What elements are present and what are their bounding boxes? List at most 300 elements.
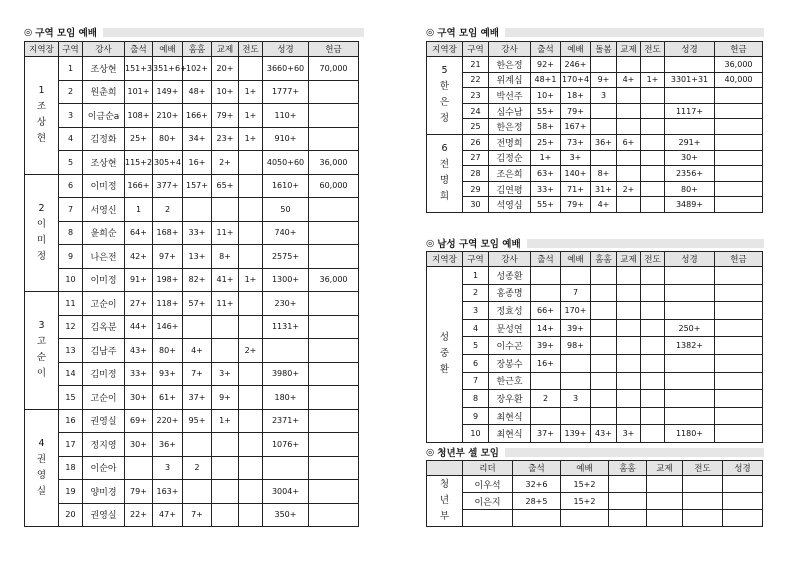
table-cell <box>239 221 263 245</box>
title-bar <box>103 28 364 37</box>
header-cell: 교제 <box>617 252 641 267</box>
table-cell: 14+ <box>531 319 561 337</box>
table-cell: 101+ <box>125 80 153 104</box>
table-cell <box>641 88 665 104</box>
table-cell: 180+ <box>263 386 309 410</box>
table-cell: 5 <box>463 337 489 355</box>
table-cell <box>309 127 359 151</box>
table-cell <box>531 407 561 425</box>
table-cell <box>309 480 359 504</box>
table-row <box>427 181 763 197</box>
table-cell <box>617 372 641 390</box>
table-cell: 79+ <box>212 104 239 128</box>
table-cell <box>683 476 723 493</box>
table-cell <box>617 407 641 425</box>
table-cell <box>183 480 212 504</box>
table-row <box>25 268 359 292</box>
group-leader-cell <box>25 292 59 410</box>
table-cell: 이미정 <box>83 268 125 292</box>
table-cell: 18 <box>59 456 83 480</box>
group-leader-label: 현 <box>36 133 47 145</box>
table-cell: 22 <box>463 72 489 88</box>
table-row <box>427 103 763 119</box>
table-cell: 정지영 <box>83 433 125 457</box>
table-cell <box>665 390 715 408</box>
group-leader-cell <box>427 134 463 212</box>
group-leader-label: 이 <box>36 218 47 230</box>
table-cell: 32+6 <box>513 476 561 493</box>
table-cell: 3+ <box>561 150 591 166</box>
header-cell: 강사 <box>489 252 531 267</box>
table-cell: 24 <box>463 103 489 119</box>
table-cell: 11+ <box>212 292 239 316</box>
group-leader-label: 조 <box>36 101 47 113</box>
group-leader-cell <box>25 174 59 292</box>
table-cell <box>715 181 763 197</box>
table-cell: 4+ <box>591 197 617 213</box>
table-cell: 10+ <box>531 88 561 104</box>
table-cell <box>513 510 561 527</box>
title-bar <box>505 448 764 457</box>
table-cell: 1+ <box>239 104 263 128</box>
table-cell <box>239 315 263 339</box>
header-cell: 성경 <box>665 42 715 57</box>
table-cell: 6 <box>463 354 489 372</box>
table-cell <box>665 88 715 104</box>
table-cell <box>591 390 617 408</box>
table-cell <box>531 267 561 285</box>
table-cell: 151+3 <box>125 57 153 81</box>
table-row <box>25 151 359 175</box>
table-cell <box>641 390 665 408</box>
table-cell <box>723 493 763 510</box>
table-cell: 97+ <box>153 245 183 269</box>
table-cell: 33+ <box>531 181 561 197</box>
table-cell <box>263 456 309 480</box>
table-cell <box>665 354 715 372</box>
table-row <box>427 150 763 166</box>
table-cell: 170+ <box>561 302 591 320</box>
table-cell: 장봉수 <box>489 354 531 372</box>
table-cell <box>715 119 763 135</box>
table-cell <box>591 302 617 320</box>
table-cell <box>617 284 641 302</box>
table-row <box>427 284 763 302</box>
table-row <box>25 198 359 222</box>
table-row <box>427 390 763 408</box>
table-cell <box>591 284 617 302</box>
table-row <box>427 267 763 285</box>
left-section-title-text: 구역 모임 예배 <box>35 28 97 39</box>
table-cell: 305+4 <box>153 151 183 175</box>
table-cell: 47+ <box>153 503 183 527</box>
header-cell: 지역장 <box>25 42 59 57</box>
header-cell: 구역 <box>59 42 83 57</box>
group-leader-label: 미 <box>36 234 47 246</box>
table-cell <box>239 433 263 457</box>
table-cell: 8+ <box>591 166 617 182</box>
header-cell: 강사 <box>83 42 125 57</box>
table-cell <box>715 319 763 337</box>
table-cell: 김연평 <box>489 181 531 197</box>
table-cell <box>591 267 617 285</box>
table-cell: 12 <box>59 315 83 339</box>
table-cell: 윤희순 <box>83 221 125 245</box>
header-cell: 교제 <box>212 42 239 57</box>
table-cell <box>617 354 641 372</box>
table-row <box>427 372 763 390</box>
table-cell: 성종환 <box>489 267 531 285</box>
table-cell <box>715 197 763 213</box>
table-cell <box>723 476 763 493</box>
table-row <box>25 221 359 245</box>
group-leader-label: 이 <box>36 368 47 380</box>
group-leader-cell <box>427 476 463 527</box>
table-cell <box>665 372 715 390</box>
table-cell: 15+2 <box>561 493 609 510</box>
table-cell: 22+ <box>125 503 153 527</box>
table-cell: 167+ <box>561 119 591 135</box>
table-cell: 이금순a <box>83 104 125 128</box>
table-cell: 115+2 <box>125 151 153 175</box>
header-cell: 성경 <box>723 461 763 476</box>
table-cell: 18+ <box>561 88 591 104</box>
table-row <box>427 302 763 320</box>
group-leader-label: 5 <box>441 65 448 77</box>
table-cell: 27+ <box>125 292 153 316</box>
table-cell: 40,000 <box>715 72 763 88</box>
table-cell: 8 <box>59 221 83 245</box>
header-cell: 홈홈 <box>183 42 212 57</box>
table-cell <box>641 134 665 150</box>
table-cell: 1382+ <box>665 337 715 355</box>
table-row <box>427 425 763 443</box>
table-row <box>25 127 359 151</box>
table-cell: 7+ <box>183 503 212 527</box>
youth-section-title-text: 청년부 셀 모임 <box>437 448 499 459</box>
group-leader-label: 권 <box>36 453 47 465</box>
table-cell: 3980+ <box>263 362 309 386</box>
table-cell <box>212 315 239 339</box>
table-cell: 57+ <box>183 292 212 316</box>
group-leader-label: 년 <box>439 495 450 506</box>
table-cell: 정효성 <box>489 302 531 320</box>
table-row <box>427 319 763 337</box>
table-cell: 이순아 <box>83 456 125 480</box>
table-row <box>25 339 359 363</box>
table-cell <box>715 390 763 408</box>
table-cell: 4+ <box>183 339 212 363</box>
table-cell: 250+ <box>665 319 715 337</box>
table-cell <box>647 476 683 493</box>
group-leader-label: 희 <box>439 191 450 203</box>
table-cell <box>715 337 763 355</box>
table-cell <box>239 57 263 81</box>
header-cell: 구역 <box>463 252 489 267</box>
header-cell: 헌금 <box>715 252 763 267</box>
table-cell: 92+ <box>531 57 561 73</box>
table-cell: 김정화 <box>83 127 125 151</box>
table-cell <box>609 510 647 527</box>
group-leader-label: 중 <box>439 348 450 360</box>
table-cell: 1+ <box>239 268 263 292</box>
table-cell: 홍종명 <box>489 284 531 302</box>
table-cell: 조은희 <box>489 166 531 182</box>
group-leader-label: 영 <box>36 469 47 481</box>
table-cell <box>617 337 641 355</box>
table-cell <box>617 88 641 104</box>
table-cell <box>641 284 665 302</box>
table-cell <box>212 198 239 222</box>
circle-mark-icon: ◎ <box>24 26 33 38</box>
table-cell: 조상현 <box>83 57 125 81</box>
table-cell: 2+ <box>239 339 263 363</box>
table-cell: 37+ <box>531 425 561 443</box>
table-cell <box>239 362 263 386</box>
group-leader-label: 1 <box>38 85 45 97</box>
table-cell: 1117+ <box>665 103 715 119</box>
table-cell: 2 <box>463 284 489 302</box>
men-section-title-text: 남성 구역 모임 예배 <box>437 239 521 250</box>
table-cell <box>617 390 641 408</box>
table-cell: 최현식 <box>489 425 531 443</box>
right-top-section-title-text: 구역 모임 예배 <box>437 28 499 39</box>
table-cell: 73+ <box>561 134 591 150</box>
table-cell: 4+ <box>617 72 641 88</box>
table-cell: 김남주 <box>83 339 125 363</box>
table-row <box>25 409 359 433</box>
table-cell: 3301+31 <box>665 72 715 88</box>
table-cell: 1 <box>125 198 153 222</box>
table-cell: 34+ <box>183 127 212 151</box>
table-cell <box>641 166 665 182</box>
table-row <box>25 456 359 480</box>
table-cell: 최현식 <box>489 407 531 425</box>
group-leader-label: 전 <box>439 159 450 171</box>
header-cell: 헌금 <box>715 42 763 57</box>
table-cell: 30+ <box>665 150 715 166</box>
table-cell <box>617 197 641 213</box>
table-cell <box>715 103 763 119</box>
table-cell: 170+4 <box>561 72 591 88</box>
table-cell <box>641 319 665 337</box>
table-cell: 11+ <box>212 221 239 245</box>
title-bar <box>527 239 764 248</box>
table-cell: 권영실 <box>83 409 125 433</box>
table-cell <box>309 362 359 386</box>
table-cell <box>239 386 263 410</box>
table-row <box>25 315 359 339</box>
table-cell <box>609 493 647 510</box>
table-cell: 권영실 <box>83 503 125 527</box>
group-leader-label: 정 <box>439 113 450 125</box>
table-cell: 28 <box>463 166 489 182</box>
table-cell: 43+ <box>125 339 153 363</box>
table-cell <box>239 292 263 316</box>
table-cell <box>715 425 763 443</box>
table-cell: 64+ <box>125 221 153 245</box>
table-cell <box>239 174 263 198</box>
table-cell <box>591 337 617 355</box>
table-cell: 1+ <box>212 409 239 433</box>
table-cell: 7 <box>561 284 591 302</box>
circle-mark-icon: ◎ <box>426 446 435 458</box>
table-row <box>25 480 359 504</box>
group-leader-label: 청 <box>439 479 450 490</box>
table-cell: 740+ <box>263 221 309 245</box>
header-cell: 홈홈 <box>609 461 647 476</box>
table-cell <box>617 103 641 119</box>
table-row <box>427 510 763 527</box>
table-cell: 2371+ <box>263 409 309 433</box>
left-section-title <box>24 25 364 39</box>
table-cell: 3+ <box>617 425 641 443</box>
table-cell: 6+ <box>617 134 641 150</box>
table-cell: 9 <box>463 407 489 425</box>
table-row <box>427 72 763 88</box>
table-cell <box>561 510 609 527</box>
table-cell: 1610+ <box>263 174 309 198</box>
header-cell: 교제 <box>617 42 641 57</box>
table-cell: 2356+ <box>665 166 715 182</box>
group-leader-label: 성 <box>439 332 450 344</box>
table-cell: 10+ <box>212 80 239 104</box>
table-cell: 서영신 <box>83 198 125 222</box>
table-cell: 70,000 <box>309 57 359 81</box>
table-cell <box>665 119 715 135</box>
table-cell: 30+ <box>125 386 153 410</box>
table-cell <box>309 409 359 433</box>
table-cell: 6 <box>59 174 83 198</box>
table-cell: 118+ <box>153 292 183 316</box>
table-row <box>25 433 359 457</box>
header-cell: 전도 <box>641 252 665 267</box>
group-leader-label: 6 <box>441 143 448 155</box>
table-cell: 13 <box>59 339 83 363</box>
table-cell: 4050+60 <box>263 151 309 175</box>
header-cell: 전도 <box>239 42 263 57</box>
table-cell <box>723 510 763 527</box>
right-top-schedule-table <box>426 41 763 213</box>
men-table-header-row <box>427 252 763 267</box>
header-cell: 지역장 <box>427 252 463 267</box>
header-cell: 예배 <box>561 42 591 57</box>
header-cell: 출석 <box>531 252 561 267</box>
table-cell: 3 <box>591 88 617 104</box>
table-cell: 한근호 <box>489 372 531 390</box>
table-cell <box>183 433 212 457</box>
table-cell: 98+ <box>561 337 591 355</box>
table-row <box>25 174 359 198</box>
table-cell <box>617 119 641 135</box>
table-cell: 41+ <box>212 268 239 292</box>
table-cell: 42+ <box>125 245 153 269</box>
table-cell <box>715 150 763 166</box>
table-cell: 36,000 <box>715 57 763 73</box>
table-cell <box>239 456 263 480</box>
table-row <box>25 245 359 269</box>
table-cell <box>641 337 665 355</box>
table-cell <box>212 456 239 480</box>
table-cell <box>309 386 359 410</box>
table-cell: 79+ <box>561 197 591 213</box>
table-cell <box>641 302 665 320</box>
table-cell <box>561 372 591 390</box>
table-cell <box>617 166 641 182</box>
table-cell: 1076+ <box>263 433 309 457</box>
table-cell: 210+ <box>153 104 183 128</box>
table-cell <box>591 372 617 390</box>
table-cell: 7 <box>463 372 489 390</box>
table-row <box>25 503 359 527</box>
table-cell: 61+ <box>153 386 183 410</box>
table-cell: 이수곤 <box>489 337 531 355</box>
table-cell <box>617 57 641 73</box>
header-cell: 교제 <box>647 461 683 476</box>
table-cell <box>309 292 359 316</box>
table-cell <box>641 354 665 372</box>
table-cell <box>561 267 591 285</box>
header-cell: 홈홈 <box>591 252 617 267</box>
table-cell: 30+ <box>125 433 153 457</box>
group-leader-label: 순 <box>36 352 47 364</box>
table-cell <box>715 267 763 285</box>
group-leader-label: 상 <box>36 117 47 129</box>
table-cell: 95+ <box>183 409 212 433</box>
table-cell <box>309 245 359 269</box>
table-row <box>427 197 763 213</box>
table-cell: 9+ <box>591 72 617 88</box>
table-cell <box>125 456 153 480</box>
table-cell: 2 <box>183 456 212 480</box>
group-leader-cell <box>427 267 463 443</box>
table-cell <box>309 80 359 104</box>
group-leader-cell <box>25 57 59 175</box>
group-leader-label: 3 <box>38 320 45 332</box>
table-row <box>25 362 359 386</box>
table-row <box>25 104 359 128</box>
table-cell: 157+ <box>183 174 212 198</box>
group-leader-label: 환 <box>439 364 450 376</box>
table-cell <box>617 319 641 337</box>
table-cell: 13+ <box>183 245 212 269</box>
table-cell <box>309 433 359 457</box>
table-row <box>427 354 763 372</box>
table-cell <box>309 104 359 128</box>
table-cell: 2575+ <box>263 245 309 269</box>
table-cell: 3489+ <box>665 197 715 213</box>
table-cell: 139+ <box>561 425 591 443</box>
table-cell: 한은정 <box>489 57 531 73</box>
header-cell: 성경 <box>263 42 309 57</box>
table-cell: 108+ <box>125 104 153 128</box>
table-cell: 220+ <box>153 409 183 433</box>
table-cell: 66+ <box>531 302 561 320</box>
table-cell: 한은정 <box>489 119 531 135</box>
table-cell <box>641 103 665 119</box>
table-cell: 2 <box>153 198 183 222</box>
table-cell <box>531 284 561 302</box>
table-cell: 조상현 <box>83 151 125 175</box>
table-cell: 110+ <box>263 104 309 128</box>
table-cell <box>212 503 239 527</box>
table-cell: 31+ <box>591 181 617 197</box>
header-cell: 예배 <box>153 42 183 57</box>
header-cell: 예배 <box>561 252 591 267</box>
table-cell <box>617 302 641 320</box>
youth-section-title <box>426 445 764 459</box>
table-cell: 39+ <box>561 319 591 337</box>
